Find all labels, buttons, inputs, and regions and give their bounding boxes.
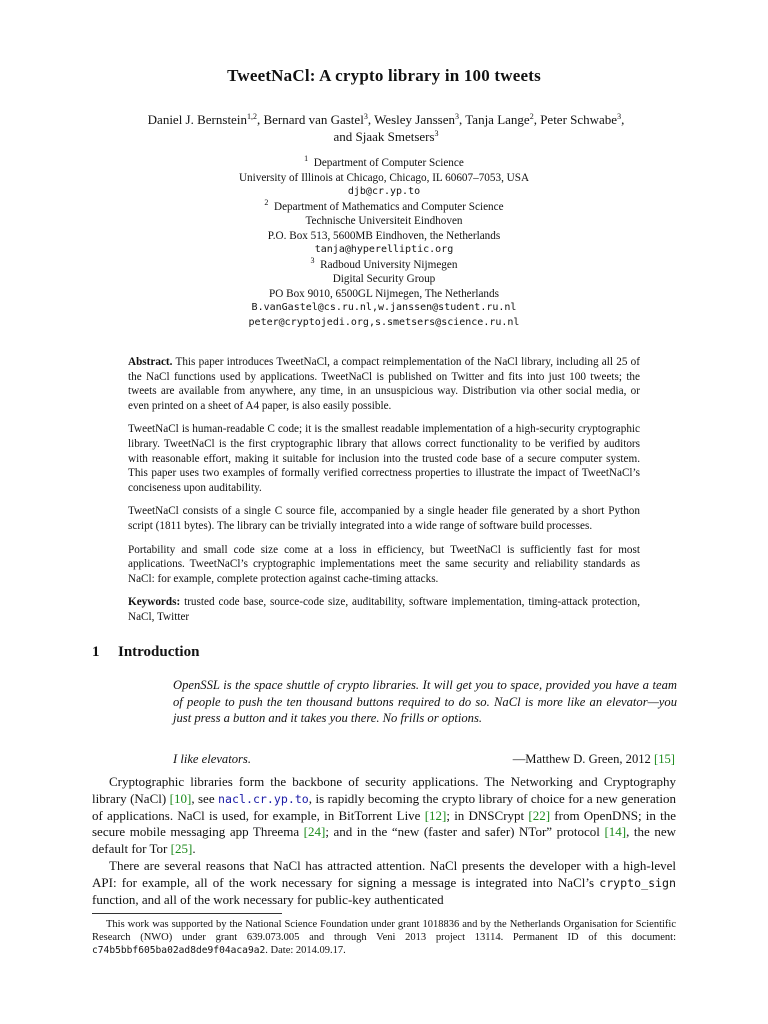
affil-institution: Technische Universiteit Eindhoven [305, 215, 463, 227]
body-text-run: ; in DNSCrypt [446, 807, 529, 823]
body-text-run: Cryptographic libraries form the backbone of security applications. The Networking and Cryptography library (NaCl) [92, 774, 676, 806]
affil-email: tanja@hyperelliptic.org [314, 244, 454, 255]
body-text-run: There are several reasons that NaCl has attracted attention. NaCl presents the developer with a high-level API: for example, all of the work necessary for signing a message is integrated into NaCl’s [92, 857, 676, 890]
keywords-text: trusted code base, source-code size, auditability, software implementation, timing-attack protection, NaCl, Twitter [128, 596, 640, 623]
affil-address: PO Box 9010, 6500GL Nijmegen, The Netherlands [269, 287, 499, 300]
body-text-run: ; and in the “new (faster and safer) NTor” protocol [325, 824, 605, 840]
footnote-text-run: . Date: 2014.09.17. [265, 945, 346, 957]
author-affil-mark: 3 [434, 129, 439, 138]
section-title: Introduction [118, 644, 200, 660]
abstract-paragraph: TweetNaCl consists of a single C source file, accompanied by a single header file generated by a short Python script (1811 bytes). The library can be trivially integrated into a wide range of software build processes. [128, 505, 640, 532]
body-text-run: , is rapidly becoming the crypto library of choice for a new generation of applications. NaCl is used, for example, in BitTorrent Live [92, 790, 676, 823]
footnote [92, 918, 676, 958]
author-separator: , [621, 112, 625, 127]
author-name: Daniel J. Bernstein [147, 112, 247, 127]
keywords-label: Keywords: [128, 596, 181, 609]
epigraph-attribution [513, 752, 675, 767]
attribution-text: —Matthew D. Green, 2012 [512, 752, 655, 766]
affil-group: Digital Security Group [332, 273, 436, 285]
citation-link[interactable]: [14] [604, 824, 627, 840]
author-affil-mark: 3 [617, 112, 622, 121]
abstract-paragraph: Portability and small code size come at a loss in efficiency, but TweetNaCl is sufficiently fast for most applications. TweetNaCl’s cryptographic implementations meet the same security and reliability standards as NaCl: for example, complete protection against cache-timing attacks. [128, 543, 640, 585]
citation-link[interactable]: [22] [528, 807, 551, 823]
abstract-label: Abstract. [128, 356, 173, 368]
affil-institution: University of Illinois at Chicago, Chicago, IL 60607–7053, USA [238, 171, 530, 184]
affil-institution: Radboud University Nijmegen [320, 258, 458, 271]
affil-address: P.O. Box 513, 5600MB Eindhoven, the Netherlands [267, 229, 501, 242]
author-affil-mark: 1,2 [246, 112, 257, 121]
body-text-run: from OpenDNS; in the secure mobile messaging app Threema [92, 807, 677, 840]
footnote-text [92, 918, 676, 958]
epigraph-quote: OpenSSL is the space shuttle of crypto libraries. It will get you to space, provided you have a team of people to push the ten thousand buttons required to do so. NaCl is more like an elevator—you just press a button and it takes you there. No frills or options. [173, 678, 677, 725]
affil-email: peter@cryptojedi.org,s.smetsers@science.ru.nl [248, 316, 520, 328]
document-id: c74b5bbf605ba02ad8de9f04aca9a2 [92, 945, 266, 957]
affil-email: djb@cr.yp.to [347, 186, 421, 197]
citation-link[interactable]: [24] [303, 824, 326, 840]
affil-number: 1 [304, 154, 309, 163]
section-heading [92, 644, 199, 661]
author-affil-mark: 2 [529, 112, 534, 121]
affil-department: Department of Mathematics and Computer Science [274, 200, 504, 213]
abstract [128, 355, 640, 634]
author-name: , Wesley Janssen [367, 112, 455, 127]
affil-email: B.vanGastel@cs.ru.nl,w.janssen@student.ru.nl [251, 302, 517, 313]
url-link[interactable]: nacl.cr.yp.to [218, 791, 309, 806]
body-text-run: , see [191, 790, 219, 806]
author-affil-mark: 3 [363, 112, 368, 121]
epigraph-tagline: I like elevators. [173, 752, 251, 766]
body-paragraph [92, 774, 676, 858]
author-list [86, 111, 686, 145]
code-identifier: crypto_sign [599, 875, 676, 890]
epigraph-attribution-line [173, 752, 677, 767]
keywords [128, 595, 640, 624]
footnote-text-run: This work was supported by the National Science Foundation under grant 1018836 and by the Netherlands Organisation for Scientific Research (NWO) under grant 639.073.005 and through Veni 2013 project 13114. Permanent ID of this document: [92, 919, 676, 944]
body-text-run: function, and all of the work necessary for public-key authenticated [92, 891, 444, 907]
body-paragraph [92, 858, 676, 908]
body-text-run: . [192, 841, 196, 857]
author-name: , Peter Schwabe [533, 112, 618, 127]
citation-link[interactable]: [10] [169, 790, 192, 806]
author-name: , Tanja Lange [459, 112, 530, 127]
footnote-rule [92, 913, 282, 914]
affil-number: 2 [264, 197, 269, 207]
author-name: , Bernard van Gastel [256, 112, 364, 127]
citation-link[interactable]: [25] [170, 841, 193, 857]
citation-link[interactable]: [15] [654, 752, 675, 766]
abstract-paragraph [128, 355, 640, 413]
affiliations [0, 156, 768, 330]
citation-link[interactable]: [12] [424, 807, 447, 823]
affil-number: 3 [310, 255, 315, 265]
affil-department: Department of Computer Science [313, 157, 464, 169]
author-affil-mark: 3 [455, 112, 459, 121]
body-text [92, 774, 676, 908]
abstract-paragraph: TweetNaCl is human-readable C code; it is the smallest readable implementation of a high-security cryptographic library. TweetNaCl is the first cryptographic library that allows correct functionality to be verified by auditors with reasonable effort, making it suitable for inclusion into the trusted code base of a secure computer system. This paper uses two examples of formally verified correctness properties to illustrate the impact of TweetNaCl’s conciseness upon auditability. [128, 423, 640, 494]
paper-title: TweetNaCl: A crypto library in 100 tweets [227, 66, 541, 85]
section-number: 1 [92, 644, 100, 660]
abstract-text: This paper introduces TweetNaCl, a compact reimplementation of the NaCl library, including all 25 of the NaCl functions used by applications. TweetNaCl is published on Twitter and fits into just 100 tweets; the tweets are available from anywhere, any time, in an unsuspicious way. Distribution via other social media, or even printed on a sheet of A4 paper, is also easily possible. [128, 356, 640, 412]
body-text-run: , the new default for Tor [92, 824, 677, 857]
author-name: and Sjaak Smetsers [333, 129, 435, 144]
